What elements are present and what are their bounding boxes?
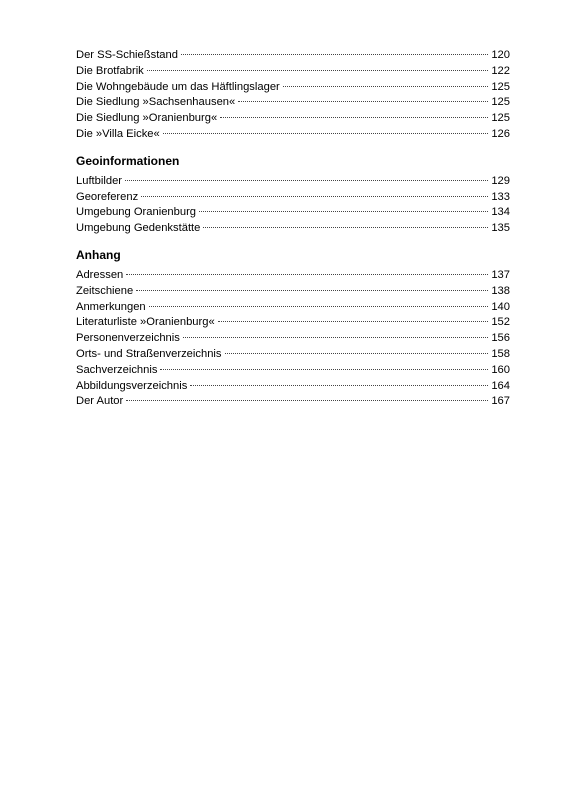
section-heading: Geoinformationen xyxy=(76,153,180,168)
toc-entry-title: Adressen xyxy=(76,268,124,281)
toc-entry-page: 125 xyxy=(491,96,510,109)
toc-entry xyxy=(76,268,510,284)
toc-entry-title: Sachverzeichnis xyxy=(76,363,158,376)
dot-leader xyxy=(181,54,488,55)
dot-leader xyxy=(238,101,488,102)
dot-leader xyxy=(141,196,488,197)
toc-entry-title: Der Autor xyxy=(76,395,124,408)
toc-entry-title: Die Siedlung »Oranienburg« xyxy=(76,112,218,125)
toc-entry xyxy=(76,127,510,143)
section-heading: Anhang xyxy=(76,247,121,262)
toc-entry xyxy=(76,95,510,111)
toc-entry xyxy=(76,300,510,316)
toc-entry-title: Abbildungsverzeichnis xyxy=(76,379,188,392)
toc-entry-title: Anmerkungen xyxy=(76,300,146,313)
dot-leader xyxy=(160,369,488,370)
toc-entry-page: 120 xyxy=(491,49,510,61)
toc-entry-title: Die Siedlung »Sachsenhausen« xyxy=(76,96,236,109)
toc-section-geoinformationen xyxy=(76,152,510,237)
toc-entry xyxy=(76,205,510,221)
toc-entry xyxy=(76,284,510,300)
toc-entry-title: Zeitschiene xyxy=(76,284,134,297)
toc-entry-title: Die Wohngebäude um das Häftlingslager xyxy=(76,80,280,93)
toc-entry-page: 125 xyxy=(491,80,510,93)
toc-entry-title: Personenverzeichnis xyxy=(76,332,180,345)
dot-leader xyxy=(218,321,489,322)
toc-entry-page: 160 xyxy=(491,363,510,376)
toc-entry xyxy=(76,64,510,80)
table-of-contents xyxy=(76,48,510,410)
toc-entry xyxy=(76,48,510,64)
toc-entry-page: 135 xyxy=(491,222,510,235)
toc-entry-title: Luftbilder xyxy=(76,174,123,187)
toc-entry xyxy=(76,111,510,127)
dot-leader xyxy=(126,400,488,401)
dot-leader xyxy=(190,385,488,386)
toc-entry-title: Georeferenz xyxy=(76,190,139,203)
toc-entry xyxy=(76,315,510,331)
toc-entry-page: 137 xyxy=(491,268,510,281)
toc-entry-page: 138 xyxy=(491,284,510,297)
dot-leader xyxy=(183,337,488,338)
toc-entry xyxy=(76,347,510,363)
dot-leader xyxy=(126,274,488,275)
dot-leader xyxy=(220,117,488,118)
toc-section-continued xyxy=(76,48,510,143)
toc-section-anhang xyxy=(76,246,510,410)
toc-entry-page: 164 xyxy=(491,379,510,392)
dot-leader xyxy=(225,353,489,354)
dot-leader xyxy=(199,211,488,212)
toc-entry-title: Umgebung Oranienburg xyxy=(76,206,197,219)
dot-leader xyxy=(149,306,489,307)
toc-entry xyxy=(76,379,510,395)
toc-entry-title: Die Brotfabrik xyxy=(76,64,144,77)
toc-entry-page: 126 xyxy=(491,127,510,140)
toc-entry-page: 140 xyxy=(491,300,510,313)
toc-entry-page: 152 xyxy=(491,316,510,329)
toc-entry-page: 134 xyxy=(491,206,510,219)
toc-entry xyxy=(76,331,510,347)
dot-leader xyxy=(163,133,489,134)
toc-entry xyxy=(76,80,510,96)
toc-entry-page: 125 xyxy=(491,112,510,125)
toc-entry-title: Orts- und Straßenverzeichnis xyxy=(76,347,222,360)
toc-entry-page: 158 xyxy=(491,347,510,360)
toc-entry xyxy=(76,221,510,237)
toc-entry xyxy=(76,394,510,410)
toc-entry xyxy=(76,363,510,379)
toc-entry-title: Literaturliste »Oranienburg« xyxy=(76,316,215,329)
dot-leader xyxy=(203,227,488,228)
toc-entry xyxy=(76,190,510,206)
dot-leader xyxy=(147,70,489,71)
toc-entry-page: 122 xyxy=(491,64,510,77)
toc-entry-page: 129 xyxy=(491,174,510,187)
toc-entry-title: Die »Villa Eicke« xyxy=(76,127,160,140)
toc-entry-title: Umgebung Gedenkstätte xyxy=(76,222,201,235)
toc-entry-page: 156 xyxy=(491,332,510,345)
dot-leader xyxy=(125,180,488,181)
toc-entry-title: Der SS-Schießstand xyxy=(76,49,178,61)
toc-entry-page: 133 xyxy=(491,190,510,203)
toc-entry-page: 167 xyxy=(491,395,510,408)
dot-leader xyxy=(283,86,489,87)
dot-leader xyxy=(136,290,488,291)
toc-entry xyxy=(76,174,510,190)
